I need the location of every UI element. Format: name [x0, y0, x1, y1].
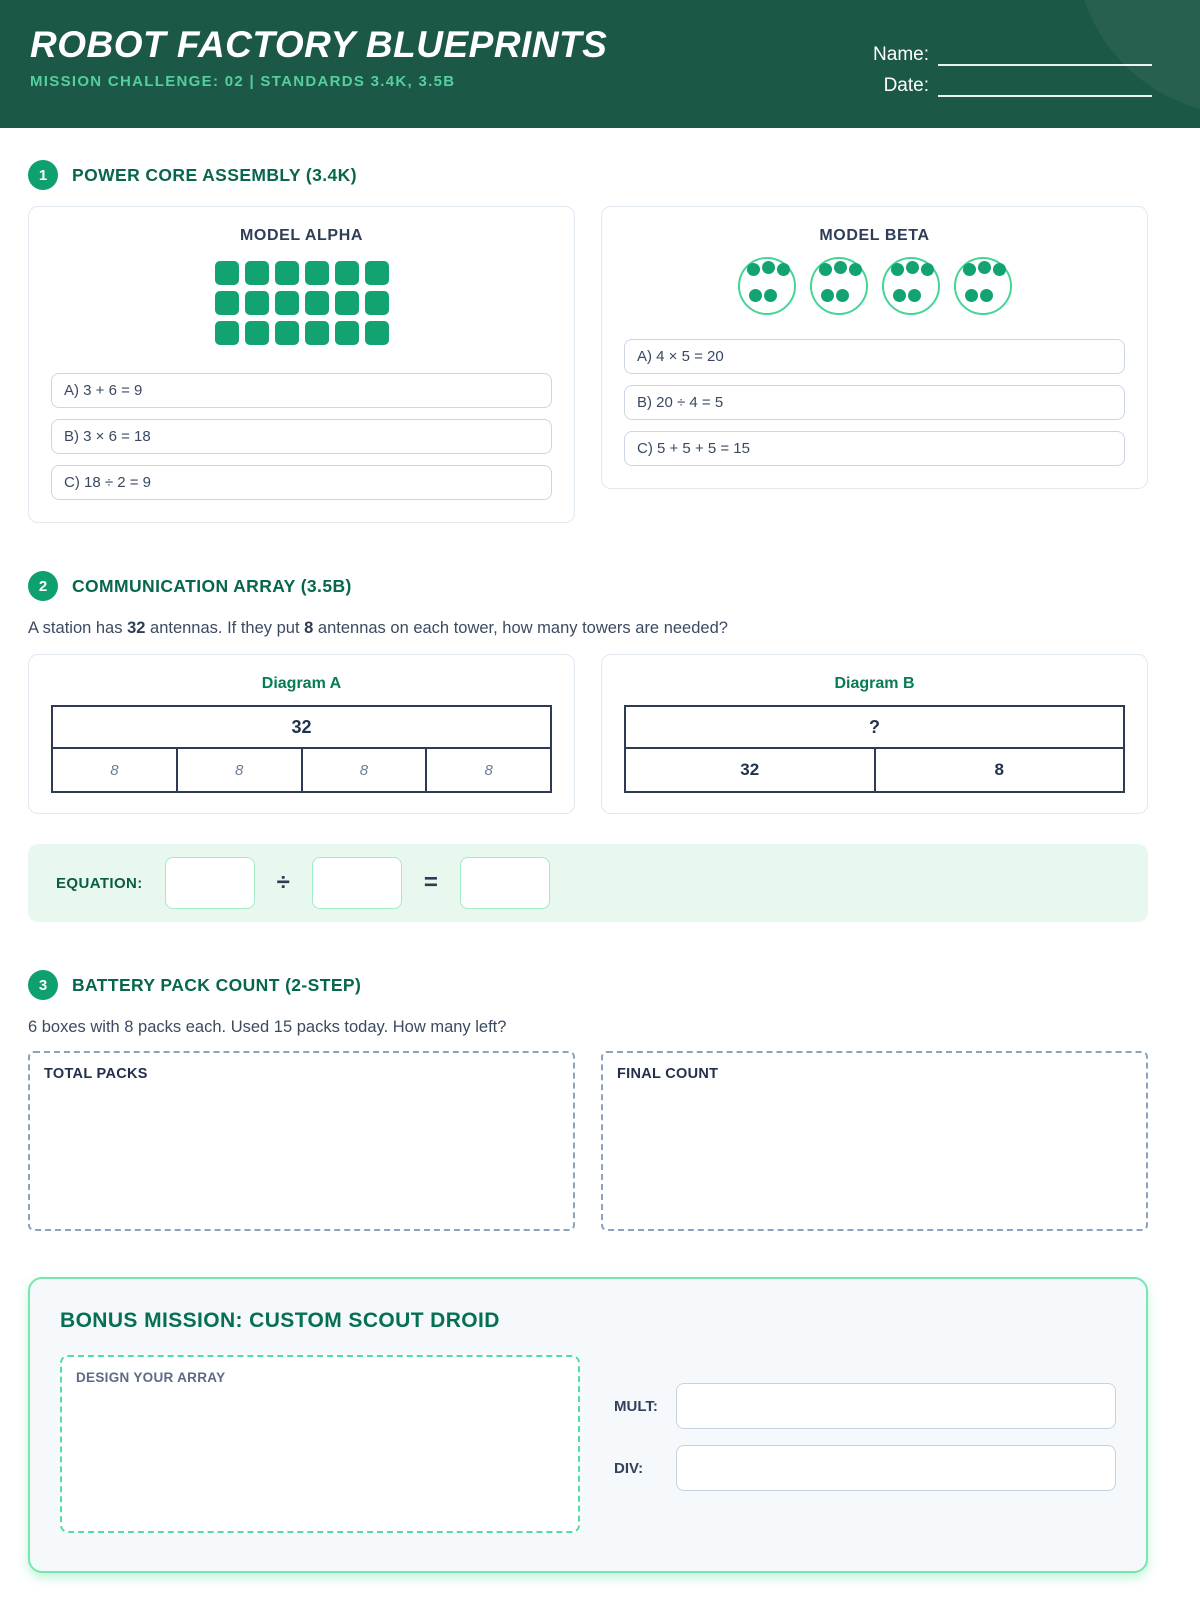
- array-square: [245, 321, 269, 345]
- equation-bar: [28, 844, 1148, 922]
- array-square: [305, 291, 329, 315]
- div-input[interactable]: [676, 1445, 1116, 1491]
- equation-box-dividend[interactable]: [165, 857, 255, 909]
- section1-number-badge: 1: [28, 160, 58, 190]
- counting-group-circle: [810, 257, 868, 315]
- counter-dot: [747, 263, 760, 276]
- counting-group-circle: [954, 257, 1012, 315]
- diagram-b-parts: [626, 749, 1123, 791]
- problem-text: antennas on each tower, how many towers are needed?: [313, 619, 728, 637]
- counter-dot: [821, 289, 834, 302]
- counter-dot: [891, 263, 904, 276]
- section3-title: BATTERY PACK COUNT (2-STEP): [72, 974, 362, 995]
- section3-workboxes: [28, 1051, 1148, 1231]
- name-row: [865, 44, 1152, 66]
- answer-field[interactable]: B) 3 × 6 = 18: [51, 419, 552, 454]
- array-square: [365, 261, 389, 285]
- equation-label: EQUATION:: [56, 874, 143, 892]
- section3-number-badge: 3: [28, 970, 58, 1000]
- mult-input[interactable]: [676, 1383, 1116, 1429]
- bonus-inputs: [614, 1355, 1116, 1533]
- alpha-answers: [51, 373, 552, 500]
- diagram-b-title: Diagram B: [834, 675, 915, 692]
- bar-part-cell: 32: [626, 749, 876, 791]
- date-row: [865, 75, 1152, 97]
- counting-group-circle: [882, 257, 940, 315]
- section2-title: COMMUNICATION ARRAY (3.5B): [72, 575, 352, 596]
- answer-field[interactable]: A) 3 + 6 = 9: [51, 373, 552, 408]
- total-packs-workbox[interactable]: [28, 1051, 575, 1231]
- design-array-label: DESIGN YOUR ARRAY: [76, 1370, 226, 1385]
- counter-dot: [993, 263, 1006, 276]
- bar-part-cell: 8: [994, 760, 1004, 779]
- section2-problem: [28, 619, 1148, 638]
- array-square: [245, 261, 269, 285]
- array-square: [365, 291, 389, 315]
- model-alpha-title: MODEL ALPHA: [239, 227, 364, 244]
- section1-title: POWER CORE ASSEMBLY (3.4K): [72, 164, 357, 185]
- counter-dot: [893, 289, 906, 302]
- counter-dot: [777, 263, 790, 276]
- model-beta-card: [601, 206, 1148, 489]
- division-sign: ÷: [276, 869, 290, 896]
- diagram-a-bar-model: [51, 705, 552, 793]
- counter-dot: [906, 261, 919, 274]
- header-titles: [30, 26, 607, 128]
- counter-dot: [908, 289, 921, 302]
- section2-diagrams: [28, 654, 1148, 814]
- diagram-b-total-cell: ?: [626, 707, 1123, 749]
- header-subtitle: MISSION CHALLENGE: 02 | STANDARDS 3.4K, 3.5B: [30, 72, 456, 90]
- array-square: [305, 321, 329, 345]
- model-beta-title: MODEL BETA: [819, 227, 930, 244]
- bar-part-cell: 8: [53, 749, 178, 791]
- div-label: DIV:: [614, 1459, 644, 1477]
- array-square: [215, 291, 239, 315]
- diagram-a-card: [28, 654, 575, 814]
- counter-dot: [963, 263, 976, 276]
- problem-number: 32: [127, 619, 146, 637]
- array-square: [215, 261, 239, 285]
- diagram-b-bar-model: [624, 705, 1125, 793]
- array-square: [335, 261, 359, 285]
- array-square: [275, 261, 299, 285]
- alpha-array: [215, 261, 389, 345]
- worksheet-body: [0, 128, 1200, 1573]
- diagram-a-total-cell: 32: [53, 707, 550, 749]
- page-title: ROBOT FACTORY BLUEPRINTS: [30, 24, 608, 65]
- array-square: [275, 291, 299, 315]
- counter-dot: [762, 261, 775, 274]
- equation-box-divisor[interactable]: [312, 857, 402, 909]
- counter-dot: [921, 263, 934, 276]
- section1-heading: [28, 160, 1148, 190]
- counter-dot: [749, 289, 762, 302]
- section3-heading: [28, 970, 1148, 1000]
- equals-sign: =: [423, 869, 438, 896]
- problem-text: A station has: [28, 619, 128, 637]
- bonus-title: BONUS MISSION: CUSTOM SCOUT DROID: [60, 1309, 500, 1332]
- problem-number: 8: [304, 619, 314, 637]
- counter-dot: [834, 261, 847, 274]
- diagram-b-card: [601, 654, 1148, 814]
- mult-label: MULT:: [614, 1397, 658, 1415]
- array-square: [365, 321, 389, 345]
- name-input-line[interactable]: [938, 46, 1152, 66]
- equation-box-quotient[interactable]: [460, 857, 550, 909]
- counter-dot: [980, 289, 993, 302]
- bonus-content: [60, 1355, 1116, 1533]
- section2-number-badge: 2: [28, 571, 58, 601]
- array-square: [245, 291, 269, 315]
- answer-field[interactable]: C) 18 ÷ 2 = 9: [51, 465, 552, 500]
- array-square: [215, 321, 239, 345]
- answer-field[interactable]: B) 20 ÷ 4 = 5: [624, 385, 1125, 420]
- design-array-box[interactable]: [60, 1355, 580, 1533]
- name-date-block: [865, 44, 1152, 128]
- counter-dot: [836, 289, 849, 302]
- counter-dot: [849, 263, 862, 276]
- beta-groups: [624, 257, 1125, 315]
- counter-dot: [819, 263, 832, 276]
- counter-dot: [978, 261, 991, 274]
- section1-cards: [28, 206, 1148, 523]
- name-label: Name:: [873, 44, 929, 65]
- header: [0, 0, 1200, 128]
- workbox-label: TOTAL PACKS: [44, 1066, 148, 1082]
- date-label: Date:: [883, 75, 929, 96]
- bar-part-cell: 8: [303, 749, 428, 791]
- section3-problem: 6 boxes with 8 packs each. Used 15 packs today. How many left?: [28, 1018, 507, 1036]
- array-square: [335, 321, 359, 345]
- counter-dot: [965, 289, 978, 302]
- model-alpha-card: [28, 206, 575, 523]
- diagram-a-title: Diagram A: [261, 675, 342, 692]
- workbox-label: FINAL COUNT: [617, 1066, 719, 1082]
- answer-field[interactable]: C) 5 + 5 + 5 = 15: [624, 431, 1125, 466]
- section2-heading: [28, 571, 1148, 601]
- bar-part-cell: 8: [484, 761, 493, 779]
- final-count-workbox[interactable]: [601, 1051, 1148, 1231]
- mult-row: [614, 1383, 1116, 1429]
- answer-field[interactable]: A) 4 × 5 = 20: [624, 339, 1125, 374]
- array-square: [335, 291, 359, 315]
- bonus-panel: [28, 1277, 1148, 1573]
- array-square: [275, 321, 299, 345]
- problem-text: antennas. If they put: [145, 619, 305, 637]
- array-square: [305, 261, 329, 285]
- date-input-line[interactable]: [938, 77, 1152, 97]
- diagram-a-parts: [53, 749, 550, 791]
- bar-part-cell: 8: [178, 749, 303, 791]
- counter-dot: [764, 289, 777, 302]
- beta-answers: [624, 339, 1125, 466]
- counting-group-circle: [738, 257, 796, 315]
- div-row: [614, 1445, 1116, 1491]
